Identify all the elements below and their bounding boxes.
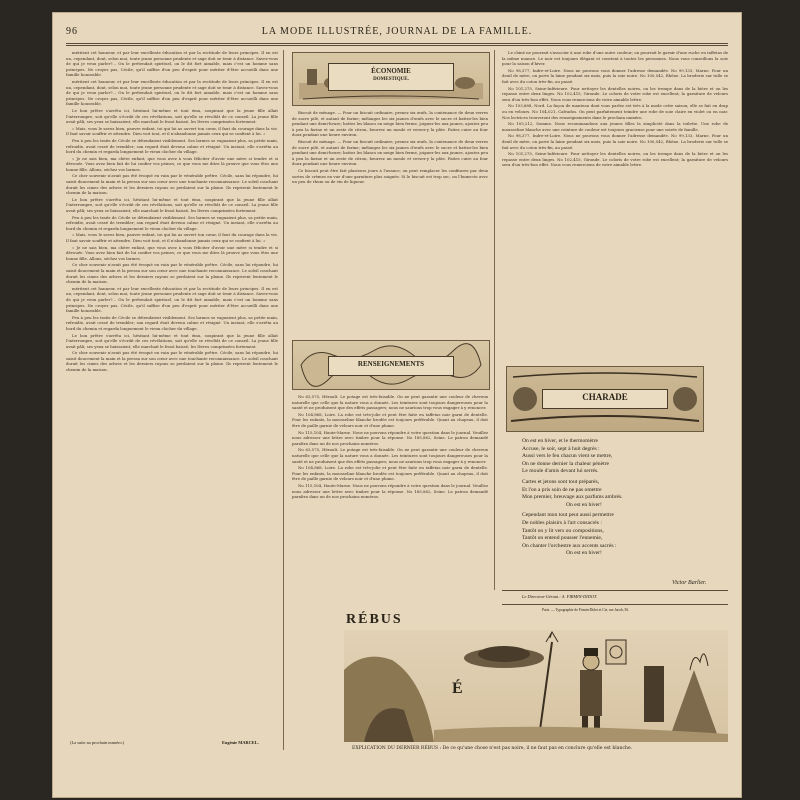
poem-line: Tantôt on y lit vers ou compositions, (522, 527, 604, 534)
section-rule (502, 590, 728, 591)
story-paragraph: « Je ne sais bien, ma chère enfant, que vous avez à vous féliciter d'avoir une mère si tendre et si dévouée. Vous avez bien fait de lui confier vos peines; ce que vous me dites là prouve que vous êtes une bonne fille. Allons, séchez vos larmes. (66, 155, 278, 172)
right-column (502, 50, 728, 360)
charade-author: Victor Barlier. (672, 580, 707, 586)
story-paragraph: Ce cher souvenir n'avait pas été évoqué en vain par le vénérable prêtre. Cécile, sans lui répondre, lui saisit doucement la main et la pressa sur son cœur avec une touchante reconnaissance. Le soleil couchant dorait les cimes des arbres et les derniers rayons se perdaient sur la plaine. Ils reprirent lentement le chemin de la maison. (66, 173, 278, 196)
printer-note: Paris. — Typographie de Firmin-Didot et Cie, rue Jacob, 56. (542, 608, 630, 612)
rebus-letter-e: É (452, 680, 463, 697)
story-paragraph: méritent cet honneur, et par leur excellente éducation et par la rectitude de leurs principes. Il en est un, cependant, dont, selon moi, toute jeune personne prudente et sage doit se tenir à distance. Savez-vous de qui je veux parler?... On le prétendait spirituel, on le dit fort aimable, mais c'est un homme sans principes. Ne croyez pas, Cécile, qu'il suffise d'un peu d'esprit pour mériter d'être accueilli dans une famille honorable. (66, 50, 278, 78)
answer-paragraph: No 103,688, Nord. La façon de manteau dont vous parlez est très à la mode cette saison; elle se fait en drap ou en velours. No 104,021, Calvados. On peut parfaitement teindre une robe de soie claire en violet ou en noir. Nos lectrices trouveront des renseignements dans le prochain numéro. (502, 103, 728, 120)
newspaper-page (52, 12, 742, 798)
page-header (52, 26, 742, 42)
poem-line: Mon premier, breuvage aux parfums ambrés. (522, 494, 623, 501)
poem-line: Accuse, le soir, sept à huit degrés : (522, 445, 600, 452)
story-paragraph: Le bon prêtre s'arrêta ici, hésitant lui-même et tout ému, soupirant que la jeune fille allait l'interrompre, soit qu'elle s'écriât de ces révélations, soit qu'elle se révoltât de ce conseil. La jeune fille avait pâli; ses yeux se baissaient; elle marchait le front baissé, les lèvres comprimées fortement. (66, 332, 278, 349)
poem-line: Le moule d'amis devant lui serrés. (522, 468, 599, 475)
recipe-paragraph: Ce biscuit peut être fait plusieurs jours à l'avance; on peut remplacer les confitures par deux sortes de crèmes en vue d'une garniture plus soignée. Si le biscuit est trop sec, on l'humecte avec un peu de rhum ou de vin de liqueur. (292, 167, 488, 185)
story-paragraph: Peu à peu les traits de Cécile se détendaient visiblement. Ses larmes se vaguaient plus, sa petite main, refroidie, avait cessé de trembler; son regard était devenu calme et résigné. Un instant, elle s'arrêta au bord du chemin et regarda longuement le vieux clocher du village. (66, 314, 278, 331)
renseignements-title: RENSEIGNEMENTS (357, 360, 425, 368)
poem-line: On est en hiver, et le thermomètre (522, 438, 599, 444)
answer-paragraph: No 104,868, Loire. La robe est très-jolie et peut être faite en taffetas noir garni de dentelle. Pour les enfants, la mousseline blanche brodée est toujours préférable. Quant au chapeau, il doit être de paille garnie de velours noir et d'une plume. (292, 411, 488, 428)
page-number: 96 (66, 26, 78, 37)
answer-paragraph: No 101,275, Seine-Inférieure. Pour nettoyer les dentelles noires, on les trempe dans de la bière et on les repasse entre deux linges. No 102,415, Gironde. Le coloris de votre robe est excellent; la garniture de velours sera d'un très-bon effet. Nous vous remercions de votre aimable lettre. (502, 85, 728, 102)
answer-paragraph: No 104,868, Loire. La robe est très-jolie et peut être faite en taffetas noir garni de dentelle. Pour les enfants, la mousseline blanche brodée est toujours préférable. Quant au chapeau, il doit être de paille garnie de velours noir et d'une plume. (292, 465, 488, 482)
left-column (66, 50, 278, 730)
story-paragraph: « Je ne sais bien, ma chère enfant, que vous avez à vous féliciter d'avoir une mère si tendre et si dévouée. Vous avez bien fait de lui confier vos peines; ce que vous me dites là prouve que vous êtes une bonne fille. Allons, séchez vos larmes. (66, 244, 278, 261)
charade-title: CHARADE (582, 392, 628, 402)
poem-line: De nobles plaisirs à l'art consacrés : (522, 519, 602, 526)
charade-banner (506, 366, 704, 432)
story-paragraph: Le bon prêtre s'arrêta ici, hésitant lui-même et tout ému, soupirant que la jeune fille allait l'interrompre, soit qu'elle s'écriât de ces révélations, soit qu'elle se révoltât de ce conseil. La jeune fille avait pâli; ses yeux se baissaient; elle marchait le front baissé, les lèvres comprimées fortement. (66, 107, 278, 125)
story-paragraph: « Mais, vous le savez bien, pauvre enfant, toi qui lui as ouvert ton cœur, il faut du courage dans la vie. Il faut savoir souffrir et attendre. Dieu voit tout, et il n'abandonne jamais ceux qui se confient à lui. » (66, 125, 278, 137)
poem-line: On chanter l'orchestre aux accents sacrés : (522, 542, 617, 549)
story-paragraph: méritent cet honneur, et par leur excellente éducation et par la rectitude de leurs principes. Il en est un, cependant, dont, selon moi, toute jeune personne prudente et sage doit se tenir à distance. Savez-vous de qui je veux parler?... On le prétendait spirituel, on le dit fort aimable, mais c'est un homme sans principes. Ne croyez pas, Cécile, qu'il suffise d'un peu d'esprit pour mériter d'être accueilli dans une famille honorable. (66, 285, 278, 314)
economie-text (292, 110, 488, 240)
answer-paragraph: No 115,104, Haute-Marne. Nous ne pouvons répondre à votre question dans le journal. Veuillez nous adresser une lettre avec timbre pour la réponse. No 185,862, Seine. Le patron demandé paraîtra dans un de nos prochains numéros. (292, 482, 488, 500)
header-rule-2 (66, 45, 728, 46)
poem-line: Cependant mon tout peut aussi permettre (522, 512, 614, 519)
column-divider (283, 50, 284, 750)
answer-paragraph: No 101,275, Seine-Inférieure. Pour nettoyer les dentelles noires, on les trempe dans de la bière et on les repasse entre deux linges. No 102,415, Gironde. Le coloris de votre robe est excellent; la garniture de velours sera d'un très-bon effet. Nous vous remercions de votre aimable lettre. (502, 151, 728, 168)
story-paragraph: « Mais, vous le savez bien, pauvre enfant, toi qui lui as ouvert ton cœur, il faut du courage dans la vie. Il faut savoir souffrir et attendre. Dieu voit tout, et il n'abandonne jamais ceux qui se confient à lui. » (66, 232, 278, 243)
poem-refrain: On est en hiver! (566, 550, 602, 557)
recipe-paragraph: Biscuit de ménage. — Pour un biscuit ordinaire, prenez six œufs, la contenance de deux verres de sucre pilé, et autant de farine; mélangez les six jaunes d'œufs avec le sucre et battez-les bien pendant une demi-heure; battez les blancs en neige bien ferme, joignez-les aux jaunes, ajoutez peu à peu la farine et un zeste de citron, beurrez un moule et versez-y la pâte. Faites cuire au four doux pendant une heure environ. (292, 138, 488, 167)
story-author: Eugénie MARCEL. (222, 740, 259, 745)
renseignements-banner (292, 340, 490, 390)
answer-paragraph: No 98,377, Indre-et-Loire. Nous ne pouvons vous donner l'adresse demandée. No 99,133, Marne. Pour un deuil de mère, on porte la laine pendant six mois, puis la soie noire. No 100,542, Rhône. La broderie sur tulle se fait avec du coton très-fin, au passé. (502, 133, 728, 150)
economie-subtitle: DOMESTIQUE. (373, 77, 409, 82)
story-paragraph: Peu à peu les traits de Cécile se détendaient visiblement. Ses larmes se vaguaient plus, sa petite main, refroidie, avait cessé de trembler; son regard était devenu calme et résigné. Un instant, elle s'arrêta au bord du chemin et regarda longuement le vieux clocher du village. (66, 137, 278, 155)
renseignements-text (292, 394, 488, 614)
poem-refrain: On est en hiver! (566, 501, 602, 508)
answer-paragraph: Le chiné ne pourrait s'associer à une robe d'une autre couleur; on pourrait le garnir d'une ruche en taffetas de la même nuance. Le noir est toujours élégant et convient à toutes les personnes. Nous vous conseillons la soie pour la saison d'hiver. (502, 50, 728, 67)
column-divider (494, 50, 495, 590)
poem-line: Et l'on a pris soin de ne pas omettre (522, 486, 602, 493)
story-paragraph: Peu à peu les traits de Cécile se détendaient visiblement. Ses larmes se vaguaient plus, sa petite main, refroidie, avait cessé de trembler; son regard était devenu calme et résigné. Un instant, elle s'arrêta au bord du chemin et regarda longuement le vieux clocher du village. (66, 214, 278, 231)
charade-poem (522, 438, 722, 558)
economie-title: ÉCONOMIE (371, 67, 411, 75)
to-be-continued: (La suite au prochain numéro.) (70, 740, 125, 745)
poem-line: Tantôt on entend pousser l'ennemie, (522, 535, 603, 542)
story-paragraph: Le bon prêtre s'arrêta ici, hésitant lui-même et tout ému, soupirant que la jeune fille allait l'interrompre, soit qu'elle s'écriât de ces révélations, soit qu'elle se révoltât de ce conseil. La jeune fille avait pâli; ses yeux se baissaient; elle marchait le front baissé, les lèvres comprimées fortement. (66, 196, 278, 214)
story-paragraph: méritent cet honneur, et par leur excellente éducation et par la rectitude de leurs principes. Il en est un, cependant, dont, selon moi, toute jeune personne prudente et sage doit se tenir à distance. Savez-vous de qui je veux parler?... On le prétendait spirituel, on le dit fort aimable, mais c'est un homme sans principes. Ne croyez pas, Cécile, qu'il suffise d'un peu d'esprit pour mériter d'être accueilli dans une famille honorable. (66, 78, 278, 107)
poem-line: Aussi vers le feu chacun vient se mettre, (522, 453, 613, 460)
recipe-paragraph: Biscuit de ménage. — Pour un biscuit ordinaire, prenez six œufs, la contenance de deux verres de sucre pilé, et autant de farine; mélangez les six jaunes d'œufs avec le sucre et battez-les bien pendant une demi-heure; battez les blancs en neige bien ferme, joignez-les aux jaunes, ajoutez peu à peu la farine et un zeste de citron, beurrez un moule et versez-y la pâte. Faites cuire au four doux pendant une heure environ. (292, 110, 488, 138)
header-rule (66, 43, 728, 44)
poem-line: On ne donne dernier la chaleur pénètre (522, 460, 609, 467)
rebus-explanation: EXPLICATION DU DERNIER RÉBUS : De ce qu'une chose n'est pas noire, il ne faut pas en conclure qu'elle est blanche. (352, 746, 633, 751)
rebus-title: RÉBUS (346, 612, 403, 627)
answer-paragraph: No 98,377, Indre-et-Loire. Nous ne pouvons vous donner l'adresse demandée. No 99,133, Marne. Pour un deuil de mère, on porte la laine pendant six mois, puis la soie noire. No 100,542, Rhône. La broderie sur tulle se fait avec du coton très-fin, au passé. (502, 67, 728, 84)
answer-paragraph: No 63,575, Hérault. Le potage est très-faisable. On ne peut garantir une couleur de cheveux naturelle que celle que la nature vous a donnée. Les teintures sont toujours dangereuses pour la santé et ne produisent que des effets passagers; nous ne saurions trop vous engager à y renoncer. (292, 447, 488, 464)
director-gerant: Le Directeur-Gérant : A. FIRMIN-DIDOT. (522, 594, 598, 599)
poem-line: Cartes et jetons sont tout préparés, (522, 478, 600, 485)
rebus-drawing (344, 630, 728, 742)
answer-paragraph: No 63,575, Hérault. Le potage est très-faisable. On ne peut garantir une couleur de cheveux naturelle que celle que la nature vous a donnée. Les teintures sont toujours dangereuses pour la santé et ne produisent que des effets passagers; nous ne saurions trop vous engager à y renoncer. (292, 394, 488, 411)
story-paragraph: Ce cher souvenir n'avait pas été évoqué en vain par le vénérable prêtre. Cécile, sans lui répondre, lui saisit doucement la main et la pressa sur son cœur avec une touchante reconnaissance. Le soleil couchant dorait les cimes des arbres et les derniers rayons se perdaient sur la plaine. Ils reprirent lentement le chemin de la maison. (66, 262, 278, 285)
economie-banner (292, 52, 490, 106)
story-paragraph: Ce cher souvenir n'avait pas été évoqué en vain par le vénérable prêtre. Cécile, sans lui répondre, lui saisit doucement la main et la pressa sur son cœur avec une touchante reconnaissance. Le soleil couchant dorait les cimes des arbres et les derniers rayons se perdaient sur la plaine. Ils reprirent lentement le chemin de la maison. (66, 350, 278, 373)
section-rule (502, 604, 728, 605)
answer-paragraph: No 115,104, Haute-Marne. Nous ne pouvons répondre à votre question dans le journal. Veuillez nous adresser une lettre avec timbre pour la réponse. No 185,862, Seine. Le patron demandé paraîtra dans un de nos prochains numéros. (292, 429, 488, 446)
journal-title: LA MODE ILLUSTRÉE, JOURNAL DE LA FAMILLE. (261, 26, 533, 37)
answer-paragraph: No 105,212, Somme. Nous recommandons aux jeunes filles la simplicité dans la toilette. Une robe de mousseline blanche avec une ceinture de couleur est toujours gracieuse pour une soirée de famille. (502, 121, 728, 132)
rebus-illustration (344, 630, 728, 742)
